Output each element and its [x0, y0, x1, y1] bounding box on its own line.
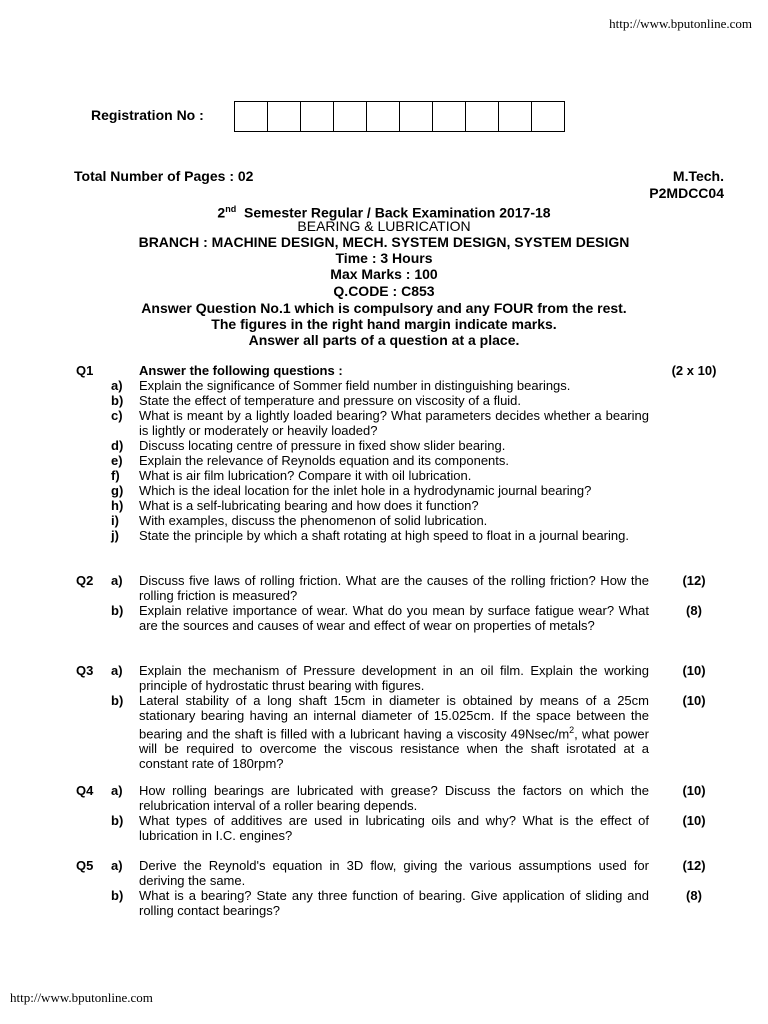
item-label: b): [111, 888, 124, 903]
question-number: Q4: [76, 783, 94, 798]
item-text: What is meant by a lightly loaded bearing? What parameters decides whether a bearing is lightly or moderately or heavily loaded?: [139, 408, 649, 438]
item-marks: (10): [682, 663, 706, 678]
item-text: [139, 693, 649, 771]
item-label: b): [111, 393, 124, 408]
item-label: a): [111, 378, 123, 393]
item-text: Explain the mechanism of Pressure development in an oil film. Explain the working principle of hydrostatic thrust bearing with figures.: [139, 663, 649, 693]
item-label: e): [111, 453, 123, 468]
item-label: j): [111, 528, 119, 543]
item-label: c): [111, 408, 123, 423]
item-label: b): [111, 603, 124, 618]
item-label: g): [111, 483, 124, 498]
instruction-1: Answer Question No.1 which is compulsory and any FOUR from the rest.: [141, 300, 627, 316]
item-text: Discuss five laws of rolling friction. What are the causes of the rolling friction? How the rolling friction is measured?: [139, 573, 649, 603]
item-text: State the effect of temperature and pressure on viscosity of a fluid.: [139, 393, 522, 408]
item-text: With examples, discuss the phenomenon of solid lubrication.: [139, 513, 488, 528]
item-label: b): [111, 693, 124, 708]
item-text: Which is the ideal location for the inlet hole in a hydrodynamic journal bearing?: [139, 483, 592, 498]
registration-box: [334, 102, 367, 131]
item-text: Explain relative importance of wear. What do you mean by surface fatigue wear? What are the sources and causes of wear and effect of wear on properties of metals?: [139, 603, 649, 633]
registration-boxes: [234, 101, 565, 132]
item-marks: (10): [682, 783, 706, 798]
question-number: Q2: [76, 573, 94, 588]
time: Time : 3 Hours: [335, 250, 433, 266]
item-label: d): [111, 438, 124, 453]
q1-marks: (2 x 10): [671, 363, 717, 378]
registration-label: Registration No :: [91, 107, 204, 123]
course-code: P2MDCC04: [649, 185, 724, 201]
question-number: Q5: [76, 858, 94, 873]
item-marks: (10): [682, 693, 706, 708]
item-text: What is air film lubrication? Compare it with oil lubrication.: [139, 468, 472, 483]
item-text: Explain the relevance of Reynolds equation and its components.: [139, 453, 510, 468]
registration-box: [499, 102, 532, 131]
item-marks: (8): [686, 888, 702, 903]
item-marks: (12): [682, 573, 706, 588]
branch: BRANCH : MACHINE DESIGN, MECH. SYSTEM DESIGN, SYSTEM DESIGN: [138, 234, 630, 250]
registration-box: [235, 102, 268, 131]
instruction-3: Answer all parts of a question at a place.: [248, 332, 520, 348]
item-marks: (12): [682, 858, 706, 873]
item-text: What is a bearing? State any three function of bearing. Give application of sliding and rolling contact bearings?: [139, 888, 649, 918]
item-text-part: , what power will be required to overcome the viscous resistance when the shaft isrotated at a constant rate of 180rpm?: [139, 726, 649, 772]
item-label: a): [111, 573, 123, 588]
item-text-part: Lateral stability of a long shaft 15cm in diameter is obtained by means of a 25cm stationary bearing having an internal diameter of 15.025cm. If the space between the bearing and the shaft is filled with a lubricant having a viscosity 49Nsec/m: [139, 693, 649, 742]
superscript: 2: [569, 725, 575, 735]
footer-url[interactable]: http://www.bputonline.com: [10, 990, 153, 1005]
instruction-2: The figures in the right hand margin indicate marks.: [211, 316, 557, 332]
item-label: f): [111, 468, 120, 483]
item-text: Explain the significance of Sommer field number in distinguishing bearings.: [139, 378, 571, 393]
item-text: Derive the Reynold's equation in 3D flow, giving the various assumptions used for deriving the same.: [139, 858, 649, 888]
question-number: Q1: [76, 363, 94, 378]
q1-heading: Answer the following questions :: [139, 363, 343, 378]
subject: BEARING & LUBRICATION: [297, 218, 471, 234]
registration-box: [433, 102, 466, 131]
program-code: [649, 168, 724, 202]
item-text: How rolling bearings are lubricated with grease? Discuss the factors on which the relubrication interval of a roller bearing depends.: [139, 783, 649, 813]
item-marks: (10): [682, 813, 706, 828]
semester-number: 2: [217, 204, 226, 221]
header-url[interactable]: http://www.bputonline.com: [609, 16, 752, 31]
item-label: a): [111, 663, 123, 678]
registration-box: [268, 102, 301, 131]
registration-box: [367, 102, 400, 131]
qcode: Q.CODE : C853: [333, 283, 435, 299]
item-text: State the principle by which a shaft rotating at high speed to float in a journal bearing.: [139, 528, 629, 543]
registration-box: [532, 102, 564, 131]
program: M.Tech.: [672, 168, 724, 184]
item-label: a): [111, 783, 123, 798]
total-pages: Total Number of Pages : 02: [74, 168, 254, 184]
semester-suffix: nd: [225, 204, 237, 214]
item-label: h): [111, 498, 124, 513]
question-number: Q3: [76, 663, 94, 678]
item-label: b): [111, 813, 124, 828]
item-text: Discuss locating centre of pressure in fixed show slider bearing.: [139, 438, 506, 453]
item-label: i): [111, 513, 119, 528]
registration-box: [400, 102, 433, 131]
item-text: What is a self-lubricating bearing and how does it function?: [139, 498, 479, 513]
max-marks: Max Marks : 100: [330, 266, 438, 282]
semester-text: Semester Regular / Back Examination 2017-18: [243, 204, 551, 221]
registration-box: [301, 102, 334, 131]
item-text: What types of additives are used in lubricating oils and why? What is the effect of lubrication in I.C. engines?: [139, 813, 649, 843]
registration-box: [466, 102, 499, 131]
item-marks: (8): [686, 603, 702, 618]
item-label: a): [111, 858, 123, 873]
